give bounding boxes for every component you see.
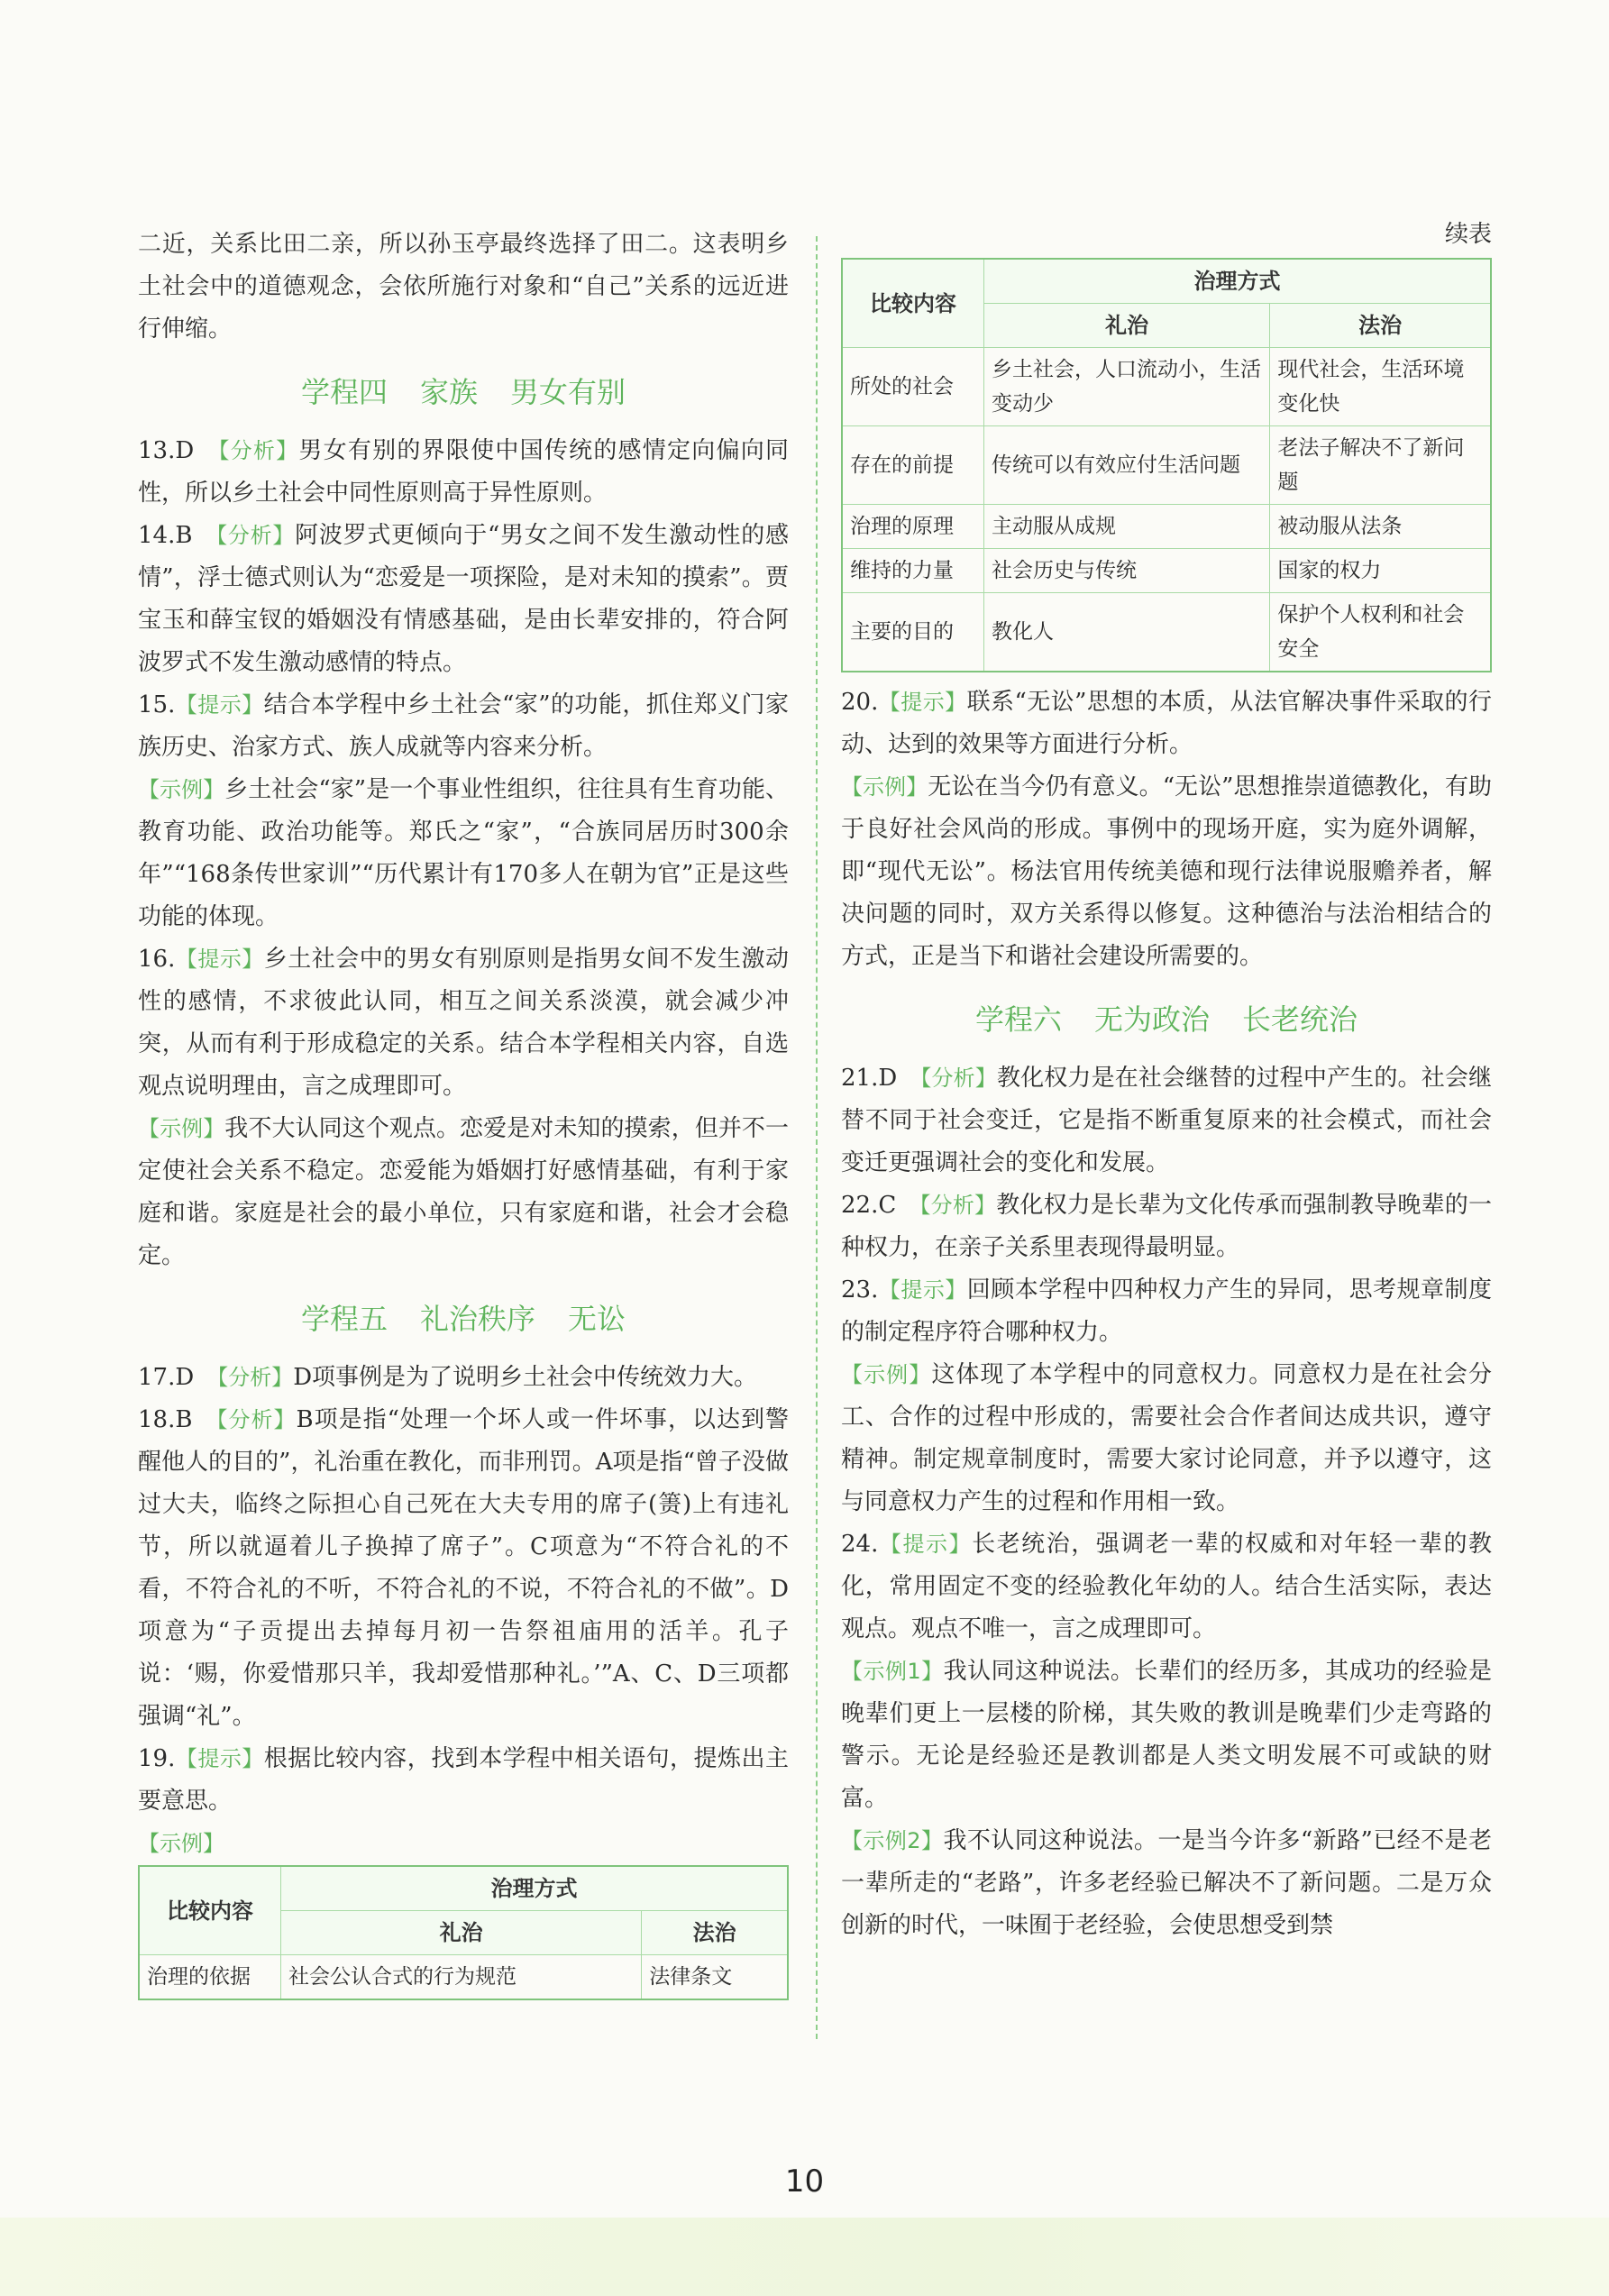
header-fa: 法治 [642,1911,788,1955]
right-column [841,221,1492,1947]
header-fa: 法治 [1270,304,1491,348]
answer-24-example-1: 【示例1】我认同这种说法。长辈们的经历多，其成功的经验是晚辈们更上一层楼的阶梯，其失败的教训是晚辈们少走弯路的警示。无论是经验还是教训都是人类文明发展不可或缺的财富。 [841,1658,1492,1812]
comparison-table-part1 [138,1865,789,2000]
header-method: 治理方式 [984,259,1492,304]
answer-23-hint: 23.【提示】回顾本学程中四种权力产生的异同，思考规章制度的制定程序符合哪种权力。 [841,1276,1492,1346]
answer-23-example: 【示例】这体现了本学程中的同意权力。同意权力是在社会分工、合作的过程中形成的，需要社会合作者间达成共识，遵守精神。制定规章制度时，需要大家讨论同意，并予以遵守，这与同意权力产生的过程和作用相一致。 [841,1361,1492,1515]
answer-19-hint: 19.【提示】根据比较内容，找到本学程中相关语句，提炼出主要意思。 [138,1745,789,1815]
header-compare: 比较内容 [842,259,984,348]
table-row: 治理的依据 社会公认合式的行为规范 法律条文 [139,1955,788,2000]
section-heading-4: 学程四 家族 男女有别 [300,375,626,409]
header-compare: 比较内容 [139,1866,281,1955]
header-method: 治理方式 [281,1866,789,1911]
table-row: 维持的力量 社会历史与传统 国家的权力 [842,549,1491,593]
answer-24-example-2: 【示例2】我不认同这种说法。一是当今许多“新路”已经不是老一辈所走的“老路”，许多老经验已解决不了新问题。二是万众创新的时代，一味囿于老经验，会使思想受到禁 [841,1827,1492,1939]
comparison-table-part2 [841,258,1492,672]
page-number: 10 [784,2163,825,2200]
answer-15-hint: 15.【提示】结合本学程中乡土社会“家”的功能，抓住郑义门家族历史、治家方式、族人成就等内容来分析。 [138,691,789,761]
answer-15-example: 【示例】乡土社会“家”是一个事业性组织，往往具有生育功能、教育功能、政治功能等。郑氏之“家”，“合族同居历时300余年”“168条传世家训”“历代累计有170多人在朝为官”正是这些功能的体现。 [138,776,789,930]
section-heading-6: 学程六 无为政治 长老统治 [974,1002,1358,1037]
answer-20-hint: 20.【提示】联系“无讼”思想的本质，从法官解决事件采取的行动、达到的效果等方面进行分析。 [841,689,1492,758]
answer-16-hint: 16.【提示】乡土社会中的男女有别原则是指男女间不发生激动性的感情，不求彼此认同，相互之间关系淡漠，就会减少冲突，从而有利于形成稳定的关系。结合本学程相关内容，自选观点说明理由，言之成理即可。 [138,946,789,1100]
answer-13: 13.D 【分析】男女有别的界限使中国传统的感情定向偏向同性，所以乡土社会中同性原则高于异性原则。 [138,437,789,507]
column-divider [816,236,818,2039]
table-row: 存在的前提 传统可以有效应付生活问题 老法子解决不了新问题 [842,426,1491,505]
continued-label: 续表 [1444,221,1492,248]
answer-22: 22.C 【分析】教化权力是长辈为文化传承而强制教导晚辈的一种权力，在亲子关系里表现得最明显。 [841,1192,1492,1261]
answer-20-example: 【示例】无讼在当今仍有意义。“无讼”思想推崇道德教化，有助于良好社会风尚的形成。事例中的现场开庭，实为庭外调解，即“现代无讼”。杨法官用传统美德和现行法律说服赡养者，解决问题的同时，双方关系得以修复。这种德治与法治相结合的方式，正是当下和谐社会建设所需要的。 [841,773,1492,970]
table-row: 治理的原理 主动服从成规 被动服从法条 [842,505,1491,549]
intro-paragraph: 二近，关系比田二亲，所以孙玉亭最终选择了田二。这表明乡土社会中的道德观念，会依所施行对象和“自己”关系的远近进行伸缩。 [138,231,789,343]
table-row: 所处的社会 乡土社会，人口流动小，生活变动少 现代社会，生活环境变化快 [842,348,1491,426]
answer-24-hint: 24.【提示】长老统治，强调老一辈的权威和对年轻一辈的教化，常用固定不变的经验教化年幼的人。结合生活实际，表达观点。观点不唯一，言之成理即可。 [841,1531,1492,1642]
left-column [138,224,789,2000]
answer-17: 17.D 【分析】D项事例是为了说明乡土社会中传统效力大。 [138,1364,758,1391]
header-li: 礼治 [984,304,1270,348]
answer-19-example: 【示例】 [138,1831,224,1856]
answer-18: 18.B 【分析】B项是指“处理一个坏人或一件坏事，以达到警醒他人的目的”，礼治重在教化，而非刑罚。A项是指“曾子没做过大夫，临终之际担心自己死在大夫专用的席子(箦)上有违礼节，所以就逼着儿子换掉了席子”。C项意为“不符合礼的不看，不符合礼的不听，不符合礼的不说，不符合礼的不做”。D项意为“子贡提出去掉每月初一告祭祖庙用的活羊。孔子说：‘赐，你爱惜那只羊，我却爱惜那种礼。’”A、C、D三项都强调“礼”。 [138,1406,789,1730]
footer-band [0,2218,1609,2296]
answer-21: 21.D 【分析】教化权力是在社会继替的过程中产生的。社会继替不同于社会变迁，它是指不断重复原来的社会模式，而社会变迁更强调社会的变化和发展。 [841,1065,1492,1176]
answer-16-example: 【示例】我不大认同这个观点。恋爱是对未知的摸索，但并不一定使社会关系不稳定。恋爱能为婚姻打好感情基础，有利于家庭和谐。家庭是社会的最小单位，只有家庭和谐，社会才会稳定。 [138,1115,789,1269]
header-li: 礼治 [281,1911,642,1955]
section-heading-5: 学程五 礼治秩序 无讼 [300,1302,626,1336]
answer-14: 14.B 【分析】阿波罗式更倾向于“男女之间不发生激动性的感情”，浮士德式则认为“恋爱是一项探险，是对未知的摸索”。贾宝玉和薛宝钗的婚姻没有情感基础，是由长辈安排的，符合阿波罗式不发生激动感情的特点。 [138,522,790,676]
table-row: 主要的目的 教化人 保护个人权利和社会安全 [842,593,1491,672]
